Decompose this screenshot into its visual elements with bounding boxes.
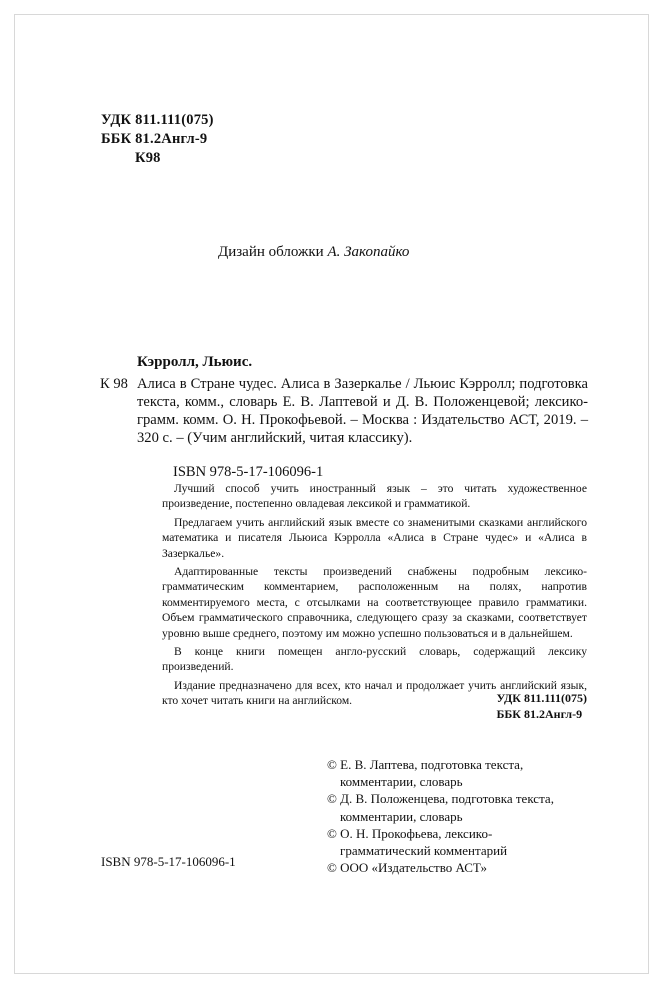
catalog-entry <box>100 375 588 447</box>
copyright-line: комментарии, словарь <box>340 808 463 824</box>
cover-design-credit <box>218 244 409 261</box>
bottom-udk-code: УДК 811.111(075) <box>496 691 587 705</box>
copyright-line: комментарии, словарь <box>340 774 463 790</box>
cover-design-label: Дизайн обложки <box>218 244 324 260</box>
cover-designer-name: А. Закопайко <box>327 244 410 260</box>
copyright-line: грамматический комментарий <box>340 843 508 859</box>
copyright-block <box>327 756 554 876</box>
copyright-line: © Е. В. Лаптева, подготовка текста, <box>327 757 524 772</box>
catalog-isbn: ISBN 978-5-17-106096-1 <box>173 464 324 480</box>
bbk-code: ББК 81.2Англ-9 <box>101 131 208 147</box>
udk-code: УДК 811.111(075) <box>101 112 214 128</box>
bottom-bbk-code: ББК 81.2Англ-9 <box>496 707 583 721</box>
annotation-paragraph: Лучший способ учить иностранный язык – это читать художественное произведение, постепенно овладевая лексикой и грамматикой. <box>162 482 587 511</box>
annotation <box>162 481 587 709</box>
annotation-paragraph: Издание предназначено для всех, кто начал и продолжает учить английский язык, кто хочет читать книги на английском. <box>162 678 587 708</box>
annotation-paragraph: Адаптированные тексты произведений снабжены подробным лексико-грамматическим комментарием, расположенным на полях, напротив комментируемого места, с отсылками на соответствующее правило грамматики. Объем грамматического справочника, следующего сразу за сказками, соответствует уровню выше среднего, поэтому им можно успешно пользоваться и в дальнейшем. <box>162 565 587 640</box>
copyright-line: © ООО «Издательство АСТ» <box>327 860 488 876</box>
copyright-line: © Д. В. Положенцева, подготовка текста, <box>327 791 554 807</box>
catalog-code: К 98 <box>100 376 128 392</box>
copyright-line: © О. Н. Прокофьева, лексико- <box>327 825 493 841</box>
bottom-isbn: ISBN 978-5-17-106096-1 <box>101 854 236 869</box>
bottom-classification <box>496 690 587 722</box>
catalog-description: Алиса в Стране чудес. Алиса в Зазеркалье / Льюис Кэрролл; подготовка текста, комм., словарь Е. В. Лаптевой и Д. В. Положенцевой; лексико-грамм. комм. О. Н. Прокофьевой. – Москва : Издательство АСТ, 2019. – 320 с. – (Учим английский, читая классику). <box>137 376 588 446</box>
annotation-paragraph: Предлагаем учить английский язык вместе со знаменитыми сказками английского математика и писателя Льюиса Кэрролла «Алиса в Стране чудес» и «Алиса в Зазеркалье». <box>162 515 587 560</box>
annotation-paragraph: В конце книги помещен англо-русский словарь, содержащий лексику произведений. <box>162 645 587 674</box>
author-mark: К98 <box>135 150 161 166</box>
classification-block <box>101 111 214 168</box>
catalog-author: Кэрролл, Льюис. <box>137 354 253 370</box>
